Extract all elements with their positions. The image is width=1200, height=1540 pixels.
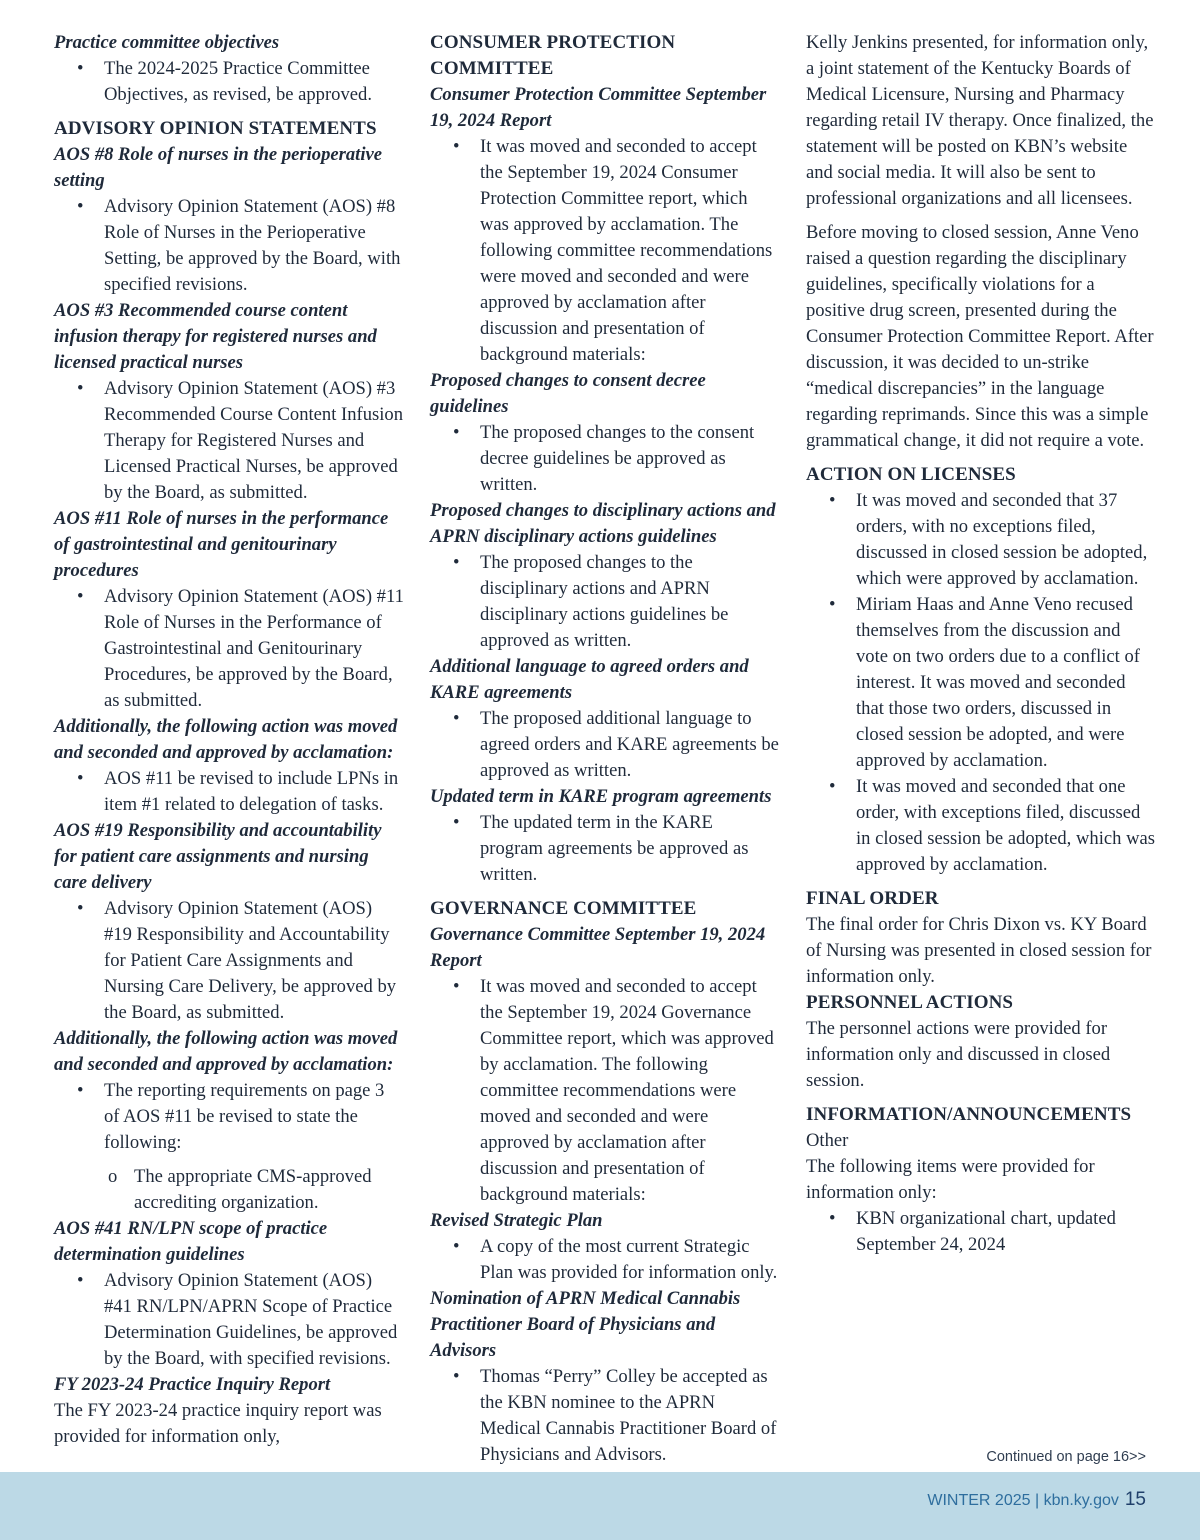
list-item: • Thomas “Perry” Colley be accepted as the KBN nominee to the APRN Medical Cannabis Practitioner Board of Physicians and Advisors. (430, 1364, 780, 1468)
subheading: Additional language to agreed orders and KARE agreements (430, 656, 749, 703)
list-item: • Advisory Opinion Statement (AOS) #8 Role of Nurses in the Perioperative Setting, be approved by the Board, with specified revisions. (54, 194, 404, 298)
list-item: • A copy of the most current Strategic Plan was provided for information only. (430, 1234, 780, 1286)
list-item: • Miriam Haas and Anne Veno recused themselves from the discussion and vote on two orders due to a conflict of interest. It was moved and seconded that those two orders, discussed in closed session be adopted, and were approved by acclamation. (806, 592, 1156, 774)
section-heading: ADVISORY OPINION STATEMENTS (54, 118, 377, 139)
subheading: AOS #41 RN/LPN scope of practice determination guidelines (54, 1218, 328, 1265)
subheading: Additionally, the following action was moved and seconded and approved by acclamation: (54, 716, 398, 763)
paragraph: Before moving to closed session, Anne Veno raised a question regarding the disciplinary guidelines, specifically violations for a positive drug screen, presented during the Consumer Protection Committee Report. After discussion, it was decided to un-strike “medical discrepancies” in the language regarding reprimands. Since this was a simple grammatical change, it did not require a vote. (806, 222, 1154, 451)
footer-text (927, 1489, 1146, 1511)
column-2 (430, 30, 780, 1468)
sub-list-item: o The appropriate CMS-approved accrediting organization. (54, 1164, 404, 1216)
continued-note: Continued on page 16>> (986, 1449, 1146, 1465)
paragraph: Kelly Jenkins presented, for information only, a joint statement of the Kentucky Boards of Medical Licensure, Nursing and Pharmacy regarding retail IV therapy. Once finalized, the statement will be posted on KBN’s website and social media. It will also be sent to professional organizations and all licensees. (806, 32, 1154, 209)
list-item: • It was moved and seconded that one order, with exceptions filed, discussed in closed session be adopted, which was approved by acclamation. (806, 774, 1156, 878)
subheading: Governance Committee September 19, 2024 Report (430, 924, 766, 971)
list-item: • The updated term in the KARE program agreements be approved as written. (430, 810, 780, 888)
list-item: • The proposed changes to the consent decree guidelines be approved as written. (430, 420, 780, 498)
paragraph: The following items were provided for information only: (806, 1156, 1095, 1203)
paragraph: Other (806, 1130, 849, 1151)
subheading: Additionally, the following action was moved and seconded and approved by acclamation: (54, 1028, 398, 1075)
issue-label: WINTER 2025 | kbn.ky.gov (927, 1492, 1119, 1509)
section-heading: FINAL ORDER (806, 888, 939, 909)
subheading: Revised Strategic Plan (430, 1210, 603, 1231)
column-1 (54, 30, 404, 1450)
paragraph: The personnel actions were provided for information only and discussed in closed session. (806, 1018, 1111, 1091)
list-item: • The reporting requirements on page 3 of AOS #11 be revised to state the following: (54, 1078, 404, 1156)
section-heading: PERSONNEL ACTIONS (806, 992, 1014, 1013)
subheading: Nomination of APRN Medical Cannabis Practitioner Board of Physicians and Advisors (430, 1288, 741, 1361)
paragraph: The FY 2023-24 practice inquiry report was provided for information only, (54, 1400, 382, 1447)
subheading: AOS #19 Responsibility and accountability for patient care assignments and nursing care delivery (54, 820, 382, 893)
subheading: Updated term in KARE program agreements (430, 786, 772, 807)
list-item: • AOS #11 be revised to include LPNs in item #1 related to delegation of tasks. (54, 766, 404, 818)
section-heading: GOVERNANCE COMMITTEE (430, 898, 697, 919)
subheading: Proposed changes to disciplinary actions and APRN disciplinary actions guidelines (430, 500, 776, 547)
list-item: • It was moved and seconded to accept the September 19, 2024 Consumer Protection Committee report, which was approved by acclamation. The following committee recommendations were moved and seconded and were approved by acclamation after discussion and presentation of background materials: (430, 134, 780, 368)
section-heading: ACTION ON LICENSES (806, 464, 1016, 485)
list-item: • The proposed changes to the disciplinary actions and APRN disciplinary actions guidelines be approved as written. (430, 550, 780, 654)
subheading: Proposed changes to consent decree guidelines (430, 370, 706, 417)
section-heading: CONSUMER PROTECTION COMMITTEE (430, 32, 676, 79)
list-item: • It was moved and seconded to accept the September 19, 2024 Governance Committee report, which was approved by acclamation. The following committee recommendations were moved and seconded and were approved by acclamation after discussion and presentation of background materials: (430, 974, 780, 1208)
section-heading: INFORMATION/ANNOUNCEMENTS (806, 1104, 1132, 1125)
paragraph: The final order for Chris Dixon vs. KY Board of Nursing was presented in closed session for information only. (806, 914, 1152, 987)
subheading: Consumer Protection Committee September 19, 2024 Report (430, 84, 767, 131)
list-item: • Advisory Opinion Statement (AOS) #19 Responsibility and Accountability for Patient Care Assignments and Nursing Care Delivery, be approved by the Board, as submitted. (54, 896, 404, 1026)
subheading: FY 2023-24 Practice Inquiry Report (54, 1374, 331, 1395)
subheading: Practice committee objectives (54, 32, 280, 53)
column-3 (806, 30, 1156, 1258)
list-item: • Advisory Opinion Statement (AOS) #11 Role of Nurses in the Performance of Gastrointestinal and Genitourinary Procedures, be approved by the Board, as submitted. (54, 584, 404, 714)
subheading: AOS #11 Role of nurses in the performance of gastrointestinal and genitourinary procedures (54, 508, 389, 581)
page-footer (0, 1472, 1200, 1540)
subheading: AOS #3 Recommended course content infusion therapy for registered nurses and licensed practical nurses (54, 300, 377, 373)
subheading: AOS #8 Role of nurses in the perioperative setting (54, 144, 382, 191)
list-item: • Advisory Opinion Statement (AOS) #3 Recommended Course Content Infusion Therapy for Registered Nurses and Licensed Practical Nurses, be approved by the Board, as submitted. (54, 376, 404, 506)
list-item: • KBN organizational chart, updated September 24, 2024 (806, 1206, 1156, 1258)
list-item: • The proposed additional language to agreed orders and KARE agreements be approved as written. (430, 706, 780, 784)
list-item: • It was moved and seconded that 37 orders, with no exceptions filed, discussed in closed session be adopted, which were approved by acclamation. (806, 488, 1156, 592)
page-number: 15 (1124, 1489, 1146, 1510)
list-item: • The 2024-2025 Practice Committee Objectives, as revised, be approved. (54, 56, 404, 108)
list-item: • Advisory Opinion Statement (AOS) #41 RN/LPN/APRN Scope of Practice Determination Guidelines, be approved by the Board, with specified revisions. (54, 1268, 404, 1372)
